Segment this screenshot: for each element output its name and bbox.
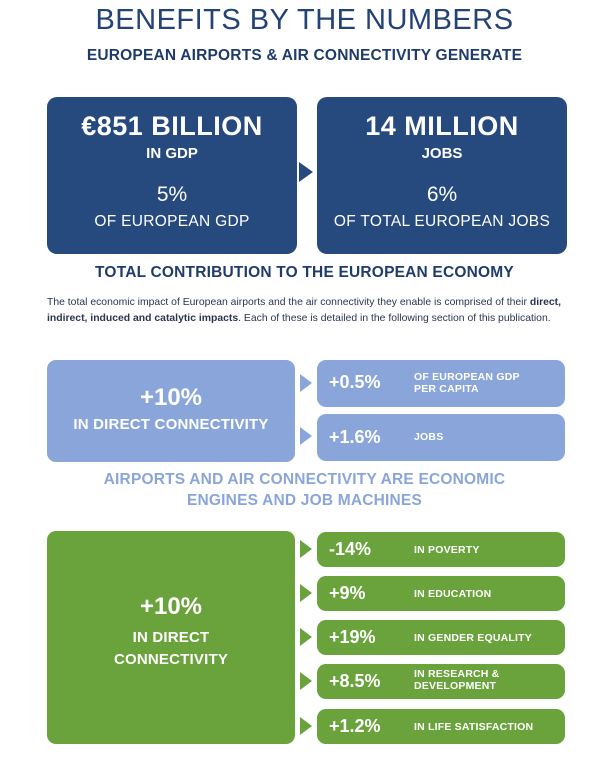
jobs-box xyxy=(317,97,567,254)
arrow-right-icon xyxy=(300,374,312,392)
gdp-share: 5% xyxy=(156,183,188,206)
connectivity-item-value: +0.5% xyxy=(329,372,381,392)
social-item-value: +8.5% xyxy=(329,671,381,691)
arrow-right-icon xyxy=(300,540,312,558)
social-item-label: IN POVERTY xyxy=(414,544,480,556)
engines-line: ENGINES AND JOB MACHINES xyxy=(186,492,423,509)
label-line: CONNECTIVITY xyxy=(113,651,229,668)
social-item-value: -14% xyxy=(329,539,372,559)
social-item xyxy=(317,576,565,611)
intro-text: The total economic impact of European airports and the air connectivity they enable is comprised of their xyxy=(47,297,530,308)
connectivity-item-value: +1.6% xyxy=(329,427,381,447)
label-line: DEVELOPMENT xyxy=(414,680,497,692)
arrow-right-icon xyxy=(300,672,312,690)
page-subtitle: EUROPEAN AIRPORTS & AIR CONNECTIVITY GENERATE xyxy=(86,47,523,64)
connectivity-value: +10% xyxy=(139,384,203,411)
label-line: IN DIRECT xyxy=(132,629,210,646)
connectivity-item xyxy=(317,360,565,407)
social-item-label: IN LIFE SATISFACTION xyxy=(414,721,534,733)
social-item-value: +1.2% xyxy=(329,716,381,736)
social-label xyxy=(47,627,295,671)
label-line: OF EUROPEAN GDP xyxy=(414,371,520,383)
engines-line: AIRPORTS AND AIR CONNECTIVITY ARE ECONOMIC xyxy=(103,471,506,488)
intro-paragraph xyxy=(47,295,567,326)
social-box xyxy=(47,531,295,744)
social-value: +10% xyxy=(139,593,203,620)
arrow-right-icon xyxy=(300,427,312,445)
connectivity-label: IN DIRECT CONNECTIVITY xyxy=(73,416,269,433)
social-item xyxy=(317,664,565,699)
connectivity-item-label xyxy=(414,371,520,395)
social-item-label xyxy=(414,668,499,692)
jobs-unit: JOBS xyxy=(421,145,463,162)
label-line: IN RESEARCH & xyxy=(414,668,500,680)
arrow-right-icon xyxy=(300,628,312,646)
contribution-heading: TOTAL CONTRIBUTION TO THE EUROPEAN ECONOMY xyxy=(95,264,514,281)
social-item-value: +19% xyxy=(329,627,376,647)
gdp-value: €851 BILLION xyxy=(81,111,263,141)
jobs-share: 6% xyxy=(426,183,458,206)
arrow-right-icon xyxy=(300,584,312,602)
jobs-value: 14 MILLION xyxy=(365,111,519,141)
intro-text-end: . Each of these is detailed in the following section of this publication. xyxy=(238,312,551,324)
gdp-box xyxy=(47,97,297,254)
social-item-value: +9% xyxy=(329,583,366,603)
connectivity-box xyxy=(47,360,295,462)
social-item-label: IN GENDER EQUALITY xyxy=(414,632,532,644)
arrow-right-icon xyxy=(299,162,313,182)
intro-emphasis: direct, indirect, induced and catalytic impacts xyxy=(47,297,562,324)
gdp-unit: IN GDP xyxy=(146,145,198,162)
label-line: PER CAPITA xyxy=(414,383,479,395)
gdp-share-label: OF EUROPEAN GDP xyxy=(94,213,250,230)
connectivity-item-label: JOBS xyxy=(414,431,444,443)
engines-heading xyxy=(0,469,609,511)
connectivity-item xyxy=(317,414,565,461)
jobs-share-label: OF TOTAL EUROPEAN JOBS xyxy=(333,213,551,230)
social-item xyxy=(317,709,565,744)
social-item-label: IN EDUCATION xyxy=(414,588,492,600)
page-title: BENEFITS BY THE NUMBERS xyxy=(95,4,514,36)
social-item xyxy=(317,532,565,567)
social-item xyxy=(317,620,565,655)
arrow-right-icon xyxy=(300,717,312,735)
